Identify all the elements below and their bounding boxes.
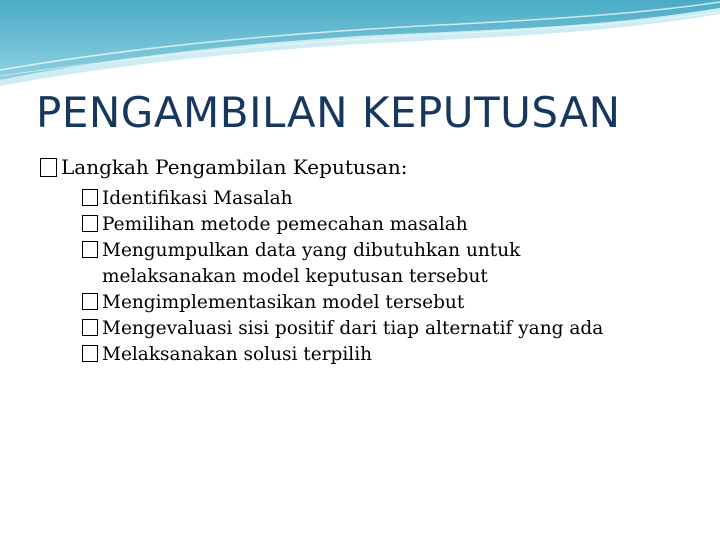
sub-bullet-text: Melaksanakan solusi terpilih [102, 344, 373, 365]
empty-square-icon [82, 241, 98, 258]
sub-bullet-item [82, 238, 700, 290]
slide-title: PENGAMBILAN KEPUTUSAN [36, 88, 621, 137]
empty-square-icon [40, 158, 57, 177]
sub-bullet-text: Mengumpulkan data yang dibutuhkan untuk melaksanakan model keputusan tersebut [102, 240, 521, 287]
sub-bullet-item [82, 342, 700, 368]
sub-bullet-text: Mengevaluasi sisi positif dari tiap alternatif yang ada [102, 318, 604, 339]
sub-bullet-item [82, 290, 700, 316]
slide-content [40, 152, 700, 368]
sub-bullet-text: Identifikasi Masalah [102, 188, 293, 209]
empty-square-icon [82, 293, 98, 310]
sub-bullet-text: Mengimplementasikan model tersebut [102, 292, 465, 313]
empty-square-icon [82, 215, 98, 232]
empty-square-icon [82, 319, 98, 336]
header-wave-decoration [0, 0, 720, 100]
main-bullet-text: Langkah Pengambilan Keputusan: [61, 155, 408, 179]
sub-bullet-item [82, 316, 700, 342]
empty-square-icon [82, 345, 98, 362]
sub-bullet-item [82, 186, 700, 212]
sub-bullet-text: Pemilihan metode pemecahan masalah [102, 214, 468, 235]
main-bullet-item [40, 152, 700, 182]
sub-bullet-item [82, 212, 700, 238]
empty-square-icon [82, 189, 98, 206]
